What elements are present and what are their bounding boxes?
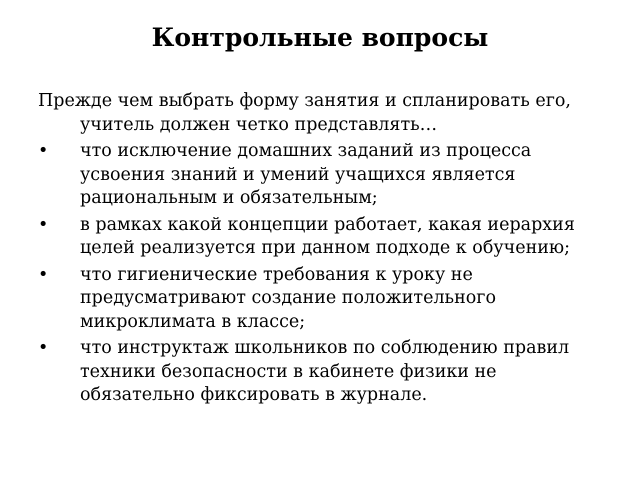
question-text: что гигиенические требования к уроку не предусматривают создание положительного микроклимата в классе; <box>80 264 496 332</box>
question-list <box>38 140 612 408</box>
bullet-icon: • <box>38 264 49 285</box>
question-item <box>38 140 612 211</box>
bullet-icon: • <box>38 141 49 161</box>
bullet-icon: • <box>38 338 49 358</box>
question-text: что инструктаж школьников по соблюдению правил техники безопасности в кабинете физики не обязательно фиксировать в журнале. <box>80 338 570 405</box>
question-item <box>38 264 612 335</box>
question-text: что исключение домашних заданий из процесса усвоения знаний и умений учащихся является рациональным и обязательным; <box>80 141 532 208</box>
question-item <box>38 337 612 408</box>
intro-paragraph: Прежде чем выбрать форму занятия и спланировать его, учитель должен четко представлять… <box>38 91 571 135</box>
slide-title: Контрольные вопросы <box>151 23 489 52</box>
question-text: в рамках какой концепции работает, какая иерархия целей реализуется при данном подходе к обучению; <box>80 214 575 258</box>
bullet-icon: • <box>38 214 49 235</box>
slide-content <box>38 90 612 411</box>
question-item <box>38 214 612 261</box>
